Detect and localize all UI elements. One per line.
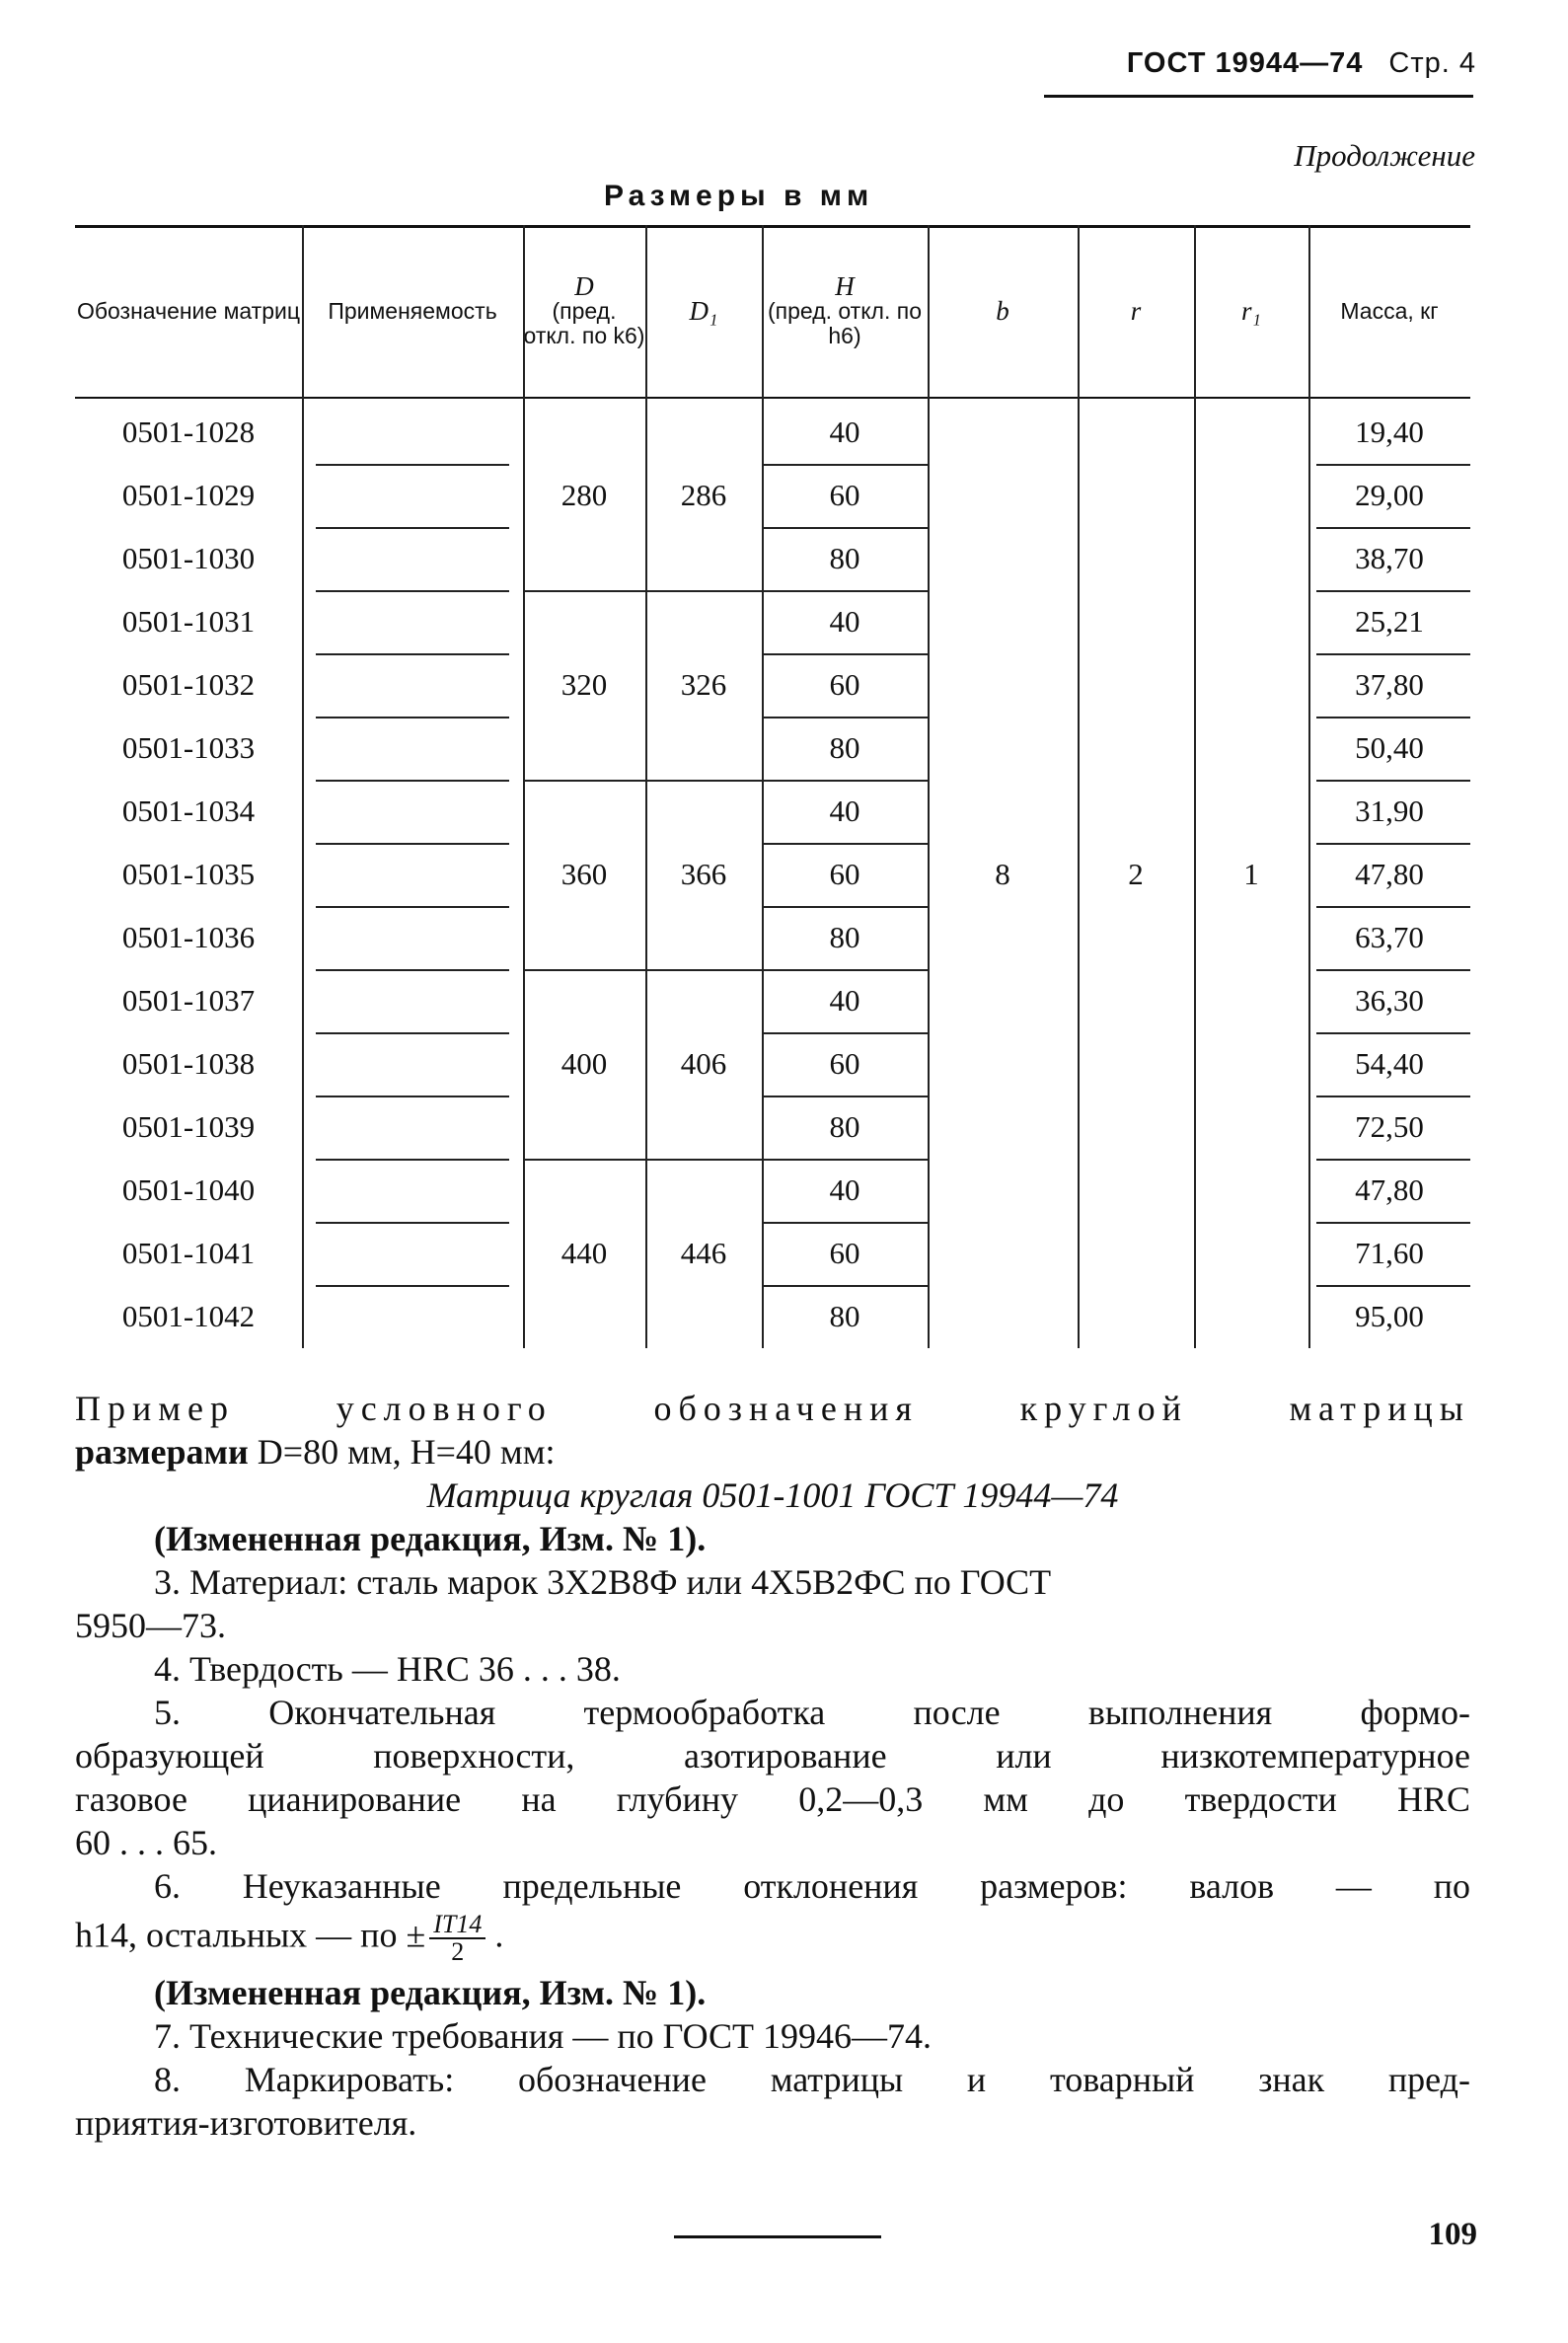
page-number: 109 (1428, 2217, 1477, 2252)
table-cell-H: 40 (829, 604, 860, 639)
item-4: 4. Твердость — HRC 36 . . . 38. (154, 1649, 621, 1689)
table-cell-designation: 0501-1030 (121, 541, 256, 575)
row-rule (316, 1096, 509, 1097)
table-cell-H: 40 (829, 1172, 860, 1207)
units-caption: Размеры в мм (604, 180, 874, 212)
table-cell-H: 80 (829, 920, 860, 954)
table-cell-designation: 0501-1034 (121, 794, 256, 828)
item-6-line-1: 6. Неуказанные предельные отклонения размеров: валов — по (154, 1866, 1470, 1906)
table-cell-b: 8 (995, 857, 1010, 891)
header-H: H (835, 271, 855, 301)
item-8-line-2: приятия-изготовителя. (75, 2103, 417, 2143)
table-cell-mass: 37,80 (1355, 667, 1424, 702)
table-cell-mass: 50,40 (1355, 730, 1424, 765)
table-cell-designation: 0501-1033 (121, 730, 256, 765)
footer-rule (674, 2235, 881, 2238)
table-cell-mass: 31,90 (1355, 794, 1424, 828)
header-D: D (574, 271, 594, 301)
table-cell-H: 80 (829, 1299, 860, 1333)
amendment-note-1: (Измененная редакция, Изм. № 1). (154, 1519, 707, 1558)
table-cell-D: 320 (560, 667, 608, 702)
table-cell-designation: 0501-1040 (121, 1172, 256, 1207)
item-3-line-1: 3. Материал: сталь марок 3Х2В8Ф или 4Х5В2ФС по ГОСТ (154, 1562, 1052, 1602)
header-applicability: Применяемость (328, 298, 497, 324)
row-rule (316, 1285, 509, 1287)
item-5-line-3: газовое цианирование на глубину 0,2—0,3 мм до твердости HRC (75, 1779, 1470, 1819)
table-cell-H: 40 (829, 983, 860, 1018)
table-cell-designation: 0501-1037 (121, 983, 256, 1018)
table-cell-designation: 0501-1039 (121, 1109, 256, 1144)
continuation-label: Продолжение (1294, 138, 1475, 173)
tolerance-fraction: $\frac{IT14}{2}$ (429, 1912, 485, 1965)
table-cell-H: 60 (829, 1046, 860, 1081)
table-cell-D1: 446 (680, 1236, 727, 1270)
row-rule (316, 1159, 509, 1161)
table-cell-H: 60 (829, 857, 860, 891)
table-cell-mass: 54,40 (1355, 1046, 1424, 1081)
example-line-2: размерами D=80 мм, H=40 мм: (75, 1432, 556, 1472)
table-cell-D: 360 (560, 857, 608, 891)
table-cell-H: 40 (829, 794, 860, 828)
table-cell-designation: 0501-1028 (121, 415, 256, 449)
table-cell-D1: 326 (680, 667, 727, 702)
table-cell-D: 400 (560, 1046, 608, 1081)
table-cell-D: 440 (560, 1236, 608, 1270)
table-cell-H: 60 (829, 667, 860, 702)
table-cell-mass: 63,70 (1355, 920, 1424, 954)
item-7: 7. Технические требования — по ГОСТ 19946—74. (154, 2016, 933, 2056)
header-designation: Обозначение матриц (76, 298, 301, 324)
table-cell-D1: 406 (680, 1046, 727, 1081)
header-page-label: Стр. 4 (1388, 47, 1476, 79)
item-5-line-1: 5. Окончательная термообработка после выполнения формо- (154, 1693, 1470, 1732)
table-cell-D1: 286 (680, 478, 727, 512)
table-cell-designation: 0501-1042 (121, 1299, 256, 1333)
row-rule (316, 464, 509, 466)
item-8-line-1: 8. Маркировать: обозначение матрицы и товарный знак пред- (154, 2060, 1470, 2099)
table-cell-mass: 25,21 (1355, 604, 1424, 639)
running-header (1127, 47, 1476, 80)
table-cell-designation: 0501-1041 (121, 1236, 256, 1270)
header-r1: r₁ (1241, 296, 1261, 326)
table-cell-designation: 0501-1032 (121, 667, 256, 702)
table-cell-mass: 47,80 (1355, 857, 1424, 891)
table-cell-H: 80 (829, 541, 860, 575)
header-H-tolerance: (пред. откл. по h6) (768, 298, 922, 348)
table-cell-designation: 0501-1036 (121, 920, 256, 954)
row-rule (316, 653, 509, 655)
table-cell-designation: 0501-1038 (121, 1046, 256, 1081)
table-cell-r1: 1 (1243, 857, 1259, 891)
row-rule (316, 969, 509, 971)
table-cell-mass: 36,30 (1355, 983, 1424, 1018)
table-cell-H: 60 (829, 1236, 860, 1270)
table-cell-mass: 95,00 (1355, 1299, 1424, 1333)
table-cell-D1: 366 (680, 857, 727, 891)
item-5-line-4: 60 . . . 65. (75, 1823, 217, 1862)
table-cell-H: 60 (829, 478, 860, 512)
row-rule (316, 717, 509, 718)
header-b: b (996, 296, 1009, 326)
table-cell-H: 80 (829, 730, 860, 765)
table-cell-designation: 0501-1035 (121, 857, 256, 891)
table-cell-r: 2 (1128, 857, 1144, 891)
table-cell-mass: 72,50 (1355, 1109, 1424, 1144)
example-line-1: Пример условного обозначения круглой матрицы (75, 1389, 1470, 1428)
row-rule (316, 843, 509, 845)
table-cell-mass: 38,70 (1355, 541, 1424, 575)
row-rule (316, 1222, 509, 1224)
table-cell-mass: 29,00 (1355, 478, 1424, 512)
table-cell-mass: 19,40 (1355, 415, 1424, 449)
table-cell-designation: 0501-1029 (121, 478, 256, 512)
table-cell-D: 280 (560, 478, 608, 512)
table-cell-mass: 71,60 (1355, 1236, 1424, 1270)
header-rule (1044, 95, 1473, 98)
dimensions-table (75, 225, 1470, 1353)
header-r: r (1130, 296, 1142, 326)
row-rule (316, 906, 509, 908)
table-cell-H: 80 (829, 1109, 860, 1144)
table-cell-H: 40 (829, 415, 860, 449)
item-5-line-2: образующей поверхности, азотирование или низкотемпературное (75, 1736, 1470, 1776)
header-D-tolerance: (пред. откл. по k6) (523, 298, 645, 348)
row-rule (316, 780, 509, 782)
column-divider (302, 225, 304, 1348)
table-cell-designation: 0501-1031 (121, 604, 256, 639)
amendment-note-2: (Измененная редакция, Изм. № 1). (154, 1973, 707, 2012)
header-D1: D₁ (689, 296, 718, 326)
row-rule (316, 527, 509, 529)
table-cell-mass: 47,80 (1355, 1172, 1424, 1207)
row-rule (316, 590, 509, 592)
item-6-line-2: h14, остальных — по ± $\frac{IT14}{2}$ . (75, 1910, 504, 1966)
header-mass: Масса, кг (1340, 298, 1439, 324)
row-rule (316, 1032, 509, 1034)
example-designation: Матрица круглая 0501-1001 ГОСТ 19944—74 (426, 1475, 1119, 1515)
item-3-line-2: 5950—73. (75, 1606, 226, 1645)
header-standard: ГОСТ 19944—74 (1126, 47, 1364, 79)
